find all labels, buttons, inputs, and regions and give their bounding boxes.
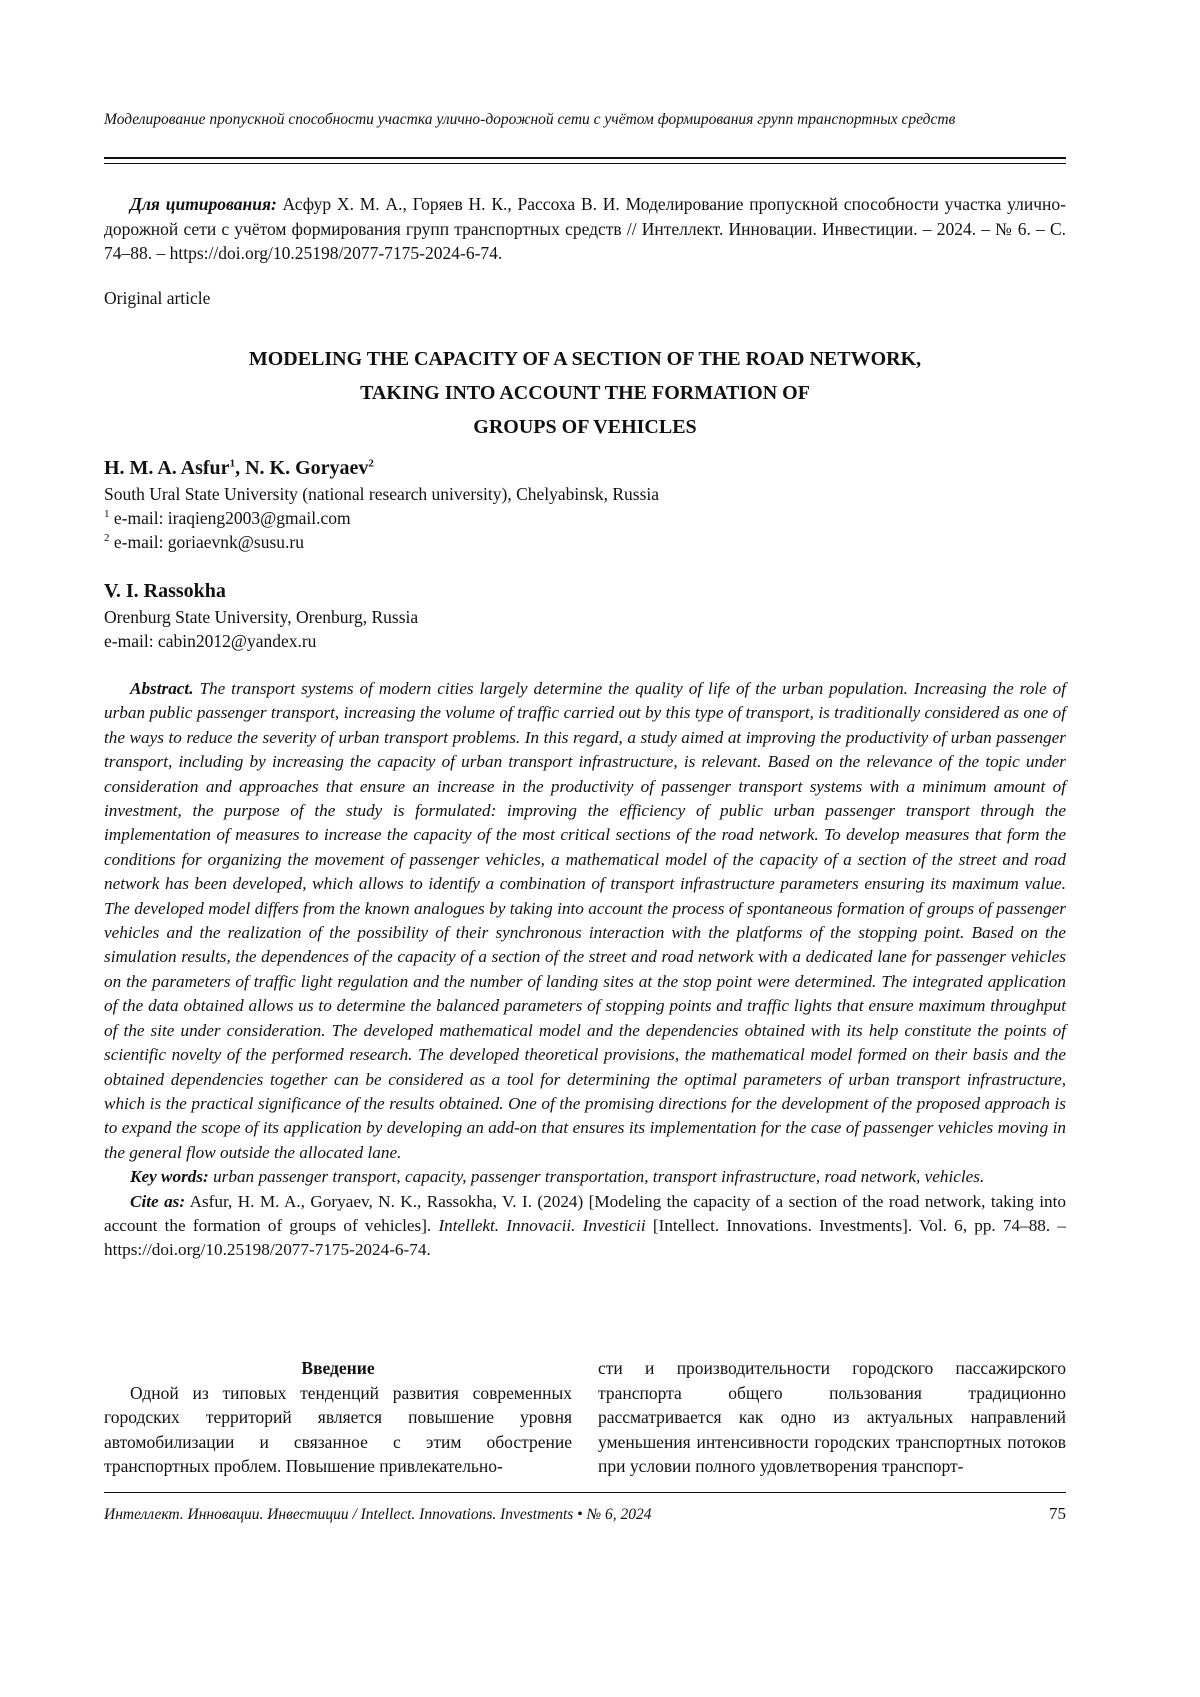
running-title: Моделирование пропускной способности участка улично-дорожной сети с учётом формирования групп транспортных средств bbox=[104, 111, 956, 128]
intro-left-column bbox=[104, 1356, 572, 1479]
intro-heading: Введение bbox=[301, 1358, 375, 1378]
author-block-2 bbox=[104, 577, 1066, 653]
intro-right-column bbox=[598, 1356, 1066, 1479]
citation-ru-text: Асфур Х. М. А., Горяев Н. К., Рассоха В. И. Моделирование пропускной способности участка улично-дорожной сети с учётом формирования групп транспортных средств // Интеллект. Инновации. Инвестиции. – 2024. – № 6. – С. 74–88. – https://doi.org/10.25198/2077-7175-2024-6-74. bbox=[104, 194, 1066, 263]
header-rule-thick bbox=[104, 157, 1066, 159]
author-sup: 2 bbox=[368, 457, 374, 470]
footer-journal: Интеллект. Инновации. Инвестиции / Intellect. Innovations. Investments • № 6, 2024 bbox=[104, 1506, 652, 1523]
author-name: V. I. Rassokha bbox=[104, 580, 226, 602]
intro-left-text: Одной из типовых тенденций развития современных городских территорий является повышение уровня автомобилизации и связанное с этим обострение транспортных проблем. Повышение привлекательно- bbox=[104, 1382, 572, 1476]
cite-en-journal: Intellekt. Innovacii. Investicii bbox=[438, 1215, 646, 1235]
title-line: GROUPS OF VEHICLES bbox=[473, 416, 697, 438]
author-email bbox=[104, 506, 1066, 530]
cite-en-text-2: [Intellect. Innovations. Investments]. Vol. 6, pp. 74–88. – https://doi.org/10.25198/2077-7175-2024-6-74. bbox=[104, 1215, 1066, 1260]
keywords-label: Key words: bbox=[130, 1167, 209, 1187]
cite-en-label: Cite as: bbox=[130, 1191, 186, 1211]
author-email: e-mail: cabin2012@yandex.ru bbox=[104, 631, 317, 651]
header-rule-thin bbox=[104, 163, 1066, 164]
citation-ru bbox=[104, 192, 1066, 266]
article-type: Original article bbox=[104, 288, 211, 308]
author-affiliation: Orenburg State University, Orenburg, Russia bbox=[104, 607, 419, 627]
email-sup: 2 bbox=[104, 532, 110, 545]
article-title bbox=[104, 342, 1066, 444]
abstract-paragraph bbox=[104, 677, 1066, 1165]
page-number: 75 bbox=[1049, 1504, 1066, 1523]
title-line: TAKING INTO ACCOUNT THE FORMATION OF bbox=[360, 382, 810, 404]
author-name: H. M. A. Asfur bbox=[104, 457, 230, 479]
abstract-text: The transport systems of modern cities largely determine the quality of life of the urban population. Increasing the role of urban public passenger transport, increasing the volume of traffic carried out by this type of transport, is traditionally considered as one of the ways to reduce the severity of urban transport problems. In this regard, a study aimed at improving the productivity of urban passenger transport, including by increasing the capacity of urban transport infrastructure, is relevant. Based on the relevance of the topic under consideration and approaches that ensure an increase in the productivity of passenger transport systems with a minimum amount of investment, the purpose of the study is formulated: improving the efficiency of public urban passenger transport through the implementation of measures to increase the capacity of the most critical sections of the road network. To develop measures that form the conditions for organizing the movement of passenger vehicles, a mathematical model of the capacity of a section of the street and road network has been developed, which allows to identify a combination of transport infrastructure parameters ensuring its maximum value. The developed model differs from the known analogues by taking into account the process of spontaneous formation of groups of passenger vehicles and the realization of the possibility of their synchronous interaction with the platforms of the stopping point. Based on the simulation results, the dependences of the capacity of a section of the street and road network with a dedicated lane for passenger vehicles on the parameters of traffic light regulation and the number of landing sites at the stop point were determined. The integrated application of the data obtained allows us to determine the balanced parameters of stopping points and traffic lights that ensure maximum throughput of the site under consideration. The developed mathematical model and the dependencies obtained with its help constitute the points of scientific novelty of the performed research. The developed theoretical provisions, the mathematical model formed on their basis and the obtained dependencies together can be considered as a tool for determining the optimal parameters of urban transport infrastructure, which is the practical significance of the results obtained. One of the promising directions for the development of the proposed approach is to expand the scope of its application by developing an add-on that ensures its implementation for the case of passenger vehicles moving in the general flow outside the allocated lane. bbox=[104, 679, 1066, 1162]
author-sup: 1 bbox=[229, 457, 236, 470]
intro-right-text: сти и производительности городского пассажирского транспорта общего пользования традиционно рассматривается как одно из актуальных направлений уменьшения интенсивности городских транспортных потоков при условии полного удовлетворения транспорт- bbox=[598, 1358, 1066, 1476]
keywords-text: urban passenger transport, capacity, passenger transportation, transport infrastructure, road network, vehicles. bbox=[208, 1167, 985, 1187]
abstract-label: Abstract. bbox=[130, 679, 194, 698]
email-text: e-mail: iraqieng2003@gmail.com bbox=[109, 508, 351, 528]
citation-ru-label: Для цитирования: bbox=[130, 194, 277, 214]
author-block-1 bbox=[104, 454, 1066, 554]
keywords-paragraph bbox=[104, 1165, 1066, 1189]
email-sup: 1 bbox=[104, 508, 110, 521]
author-email bbox=[104, 530, 1066, 554]
author-name: N. K. Goryaev bbox=[245, 457, 369, 479]
author-affiliation: South Ural State University (national research university), Chelyabinsk, Russia bbox=[104, 484, 660, 504]
email-text: e-mail: goriaevnk@susu.ru bbox=[109, 532, 304, 552]
footer-rule bbox=[104, 1492, 1066, 1493]
abstract-section bbox=[104, 677, 1066, 1263]
author-separator: , bbox=[235, 457, 246, 479]
title-line: MODELING THE CAPACITY OF A SECTION OF THE ROAD NETWORK, bbox=[248, 348, 922, 370]
cite-en-paragraph bbox=[104, 1190, 1066, 1263]
author-names bbox=[104, 454, 1066, 482]
cite-en-text-1: Asfur, H. M. A., Goryaev, N. K., Rassokha, V. I. (2024) [Modeling the capacity of a section of the road network, taking into account the formation of groups of vehicles]. bbox=[104, 1191, 1067, 1235]
